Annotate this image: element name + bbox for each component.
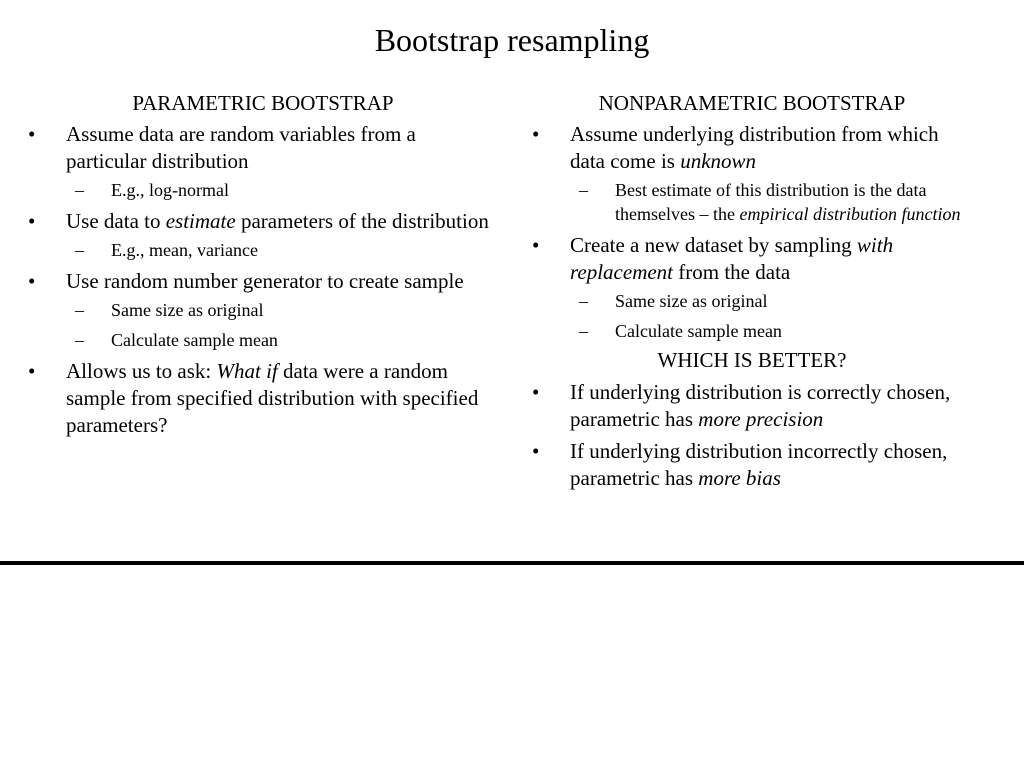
item-emphasis: more precision xyxy=(698,407,824,431)
dash-icon: – xyxy=(579,291,588,311)
list-item xyxy=(532,121,972,226)
parametric-column xyxy=(28,89,498,444)
nonparametric-list xyxy=(532,121,972,343)
nonparametric-column xyxy=(532,89,972,497)
bullet-icon: • xyxy=(28,209,36,233)
slide-title: Bootstrap resampling xyxy=(374,22,650,58)
nonparametric-heading: NONPARAMETRIC BOOTSTRAP xyxy=(598,91,906,115)
bullet-icon: • xyxy=(28,359,36,383)
list-item xyxy=(28,121,498,202)
sublist xyxy=(570,289,972,343)
sublist-item xyxy=(66,178,498,202)
item-emphasis: unknown xyxy=(680,149,757,173)
subitem-text: E.g., log-normal xyxy=(111,180,229,200)
sublist-item xyxy=(66,238,498,262)
comparison-list xyxy=(532,379,972,492)
subitem-text: Calculate sample mean xyxy=(615,321,782,341)
bullet-icon: • xyxy=(28,122,36,146)
dash-icon: – xyxy=(75,330,84,350)
sublist xyxy=(66,238,498,262)
list-item xyxy=(28,268,498,352)
subitem-text: Calculate sample mean xyxy=(111,330,278,350)
sublist-item xyxy=(570,289,972,313)
dash-icon: – xyxy=(579,180,588,200)
item-text: Allows us to ask: xyxy=(66,359,217,383)
item-text: Assume data are random variables from a particular distribution xyxy=(66,122,416,173)
sublist-item xyxy=(570,319,972,343)
item-text: parameters of the distribution xyxy=(235,209,489,233)
item-text: Create a new dataset by sampling xyxy=(570,233,857,257)
subitem-emphasis: empirical distribution function xyxy=(739,204,961,224)
item-emphasis: with replacement xyxy=(570,233,894,284)
item-text: from the data xyxy=(673,260,791,284)
slide-divider xyxy=(0,561,1024,565)
sublist xyxy=(570,178,972,226)
item-text: If underlying distribution incorrectly chosen, parametric has xyxy=(570,439,948,490)
item-emphasis: What if xyxy=(216,359,278,383)
sublist-item xyxy=(570,178,972,226)
subitem-text: Same size as original xyxy=(615,291,768,311)
item-text: Use random number generator to create sample xyxy=(66,269,464,293)
list-item xyxy=(532,232,972,343)
item-emphasis: estimate xyxy=(165,209,236,233)
dash-icon: – xyxy=(75,240,84,260)
dash-icon: – xyxy=(75,300,84,320)
bullet-icon: • xyxy=(532,439,540,463)
item-text: Use data to xyxy=(66,209,166,233)
parametric-list xyxy=(28,121,498,439)
sublist xyxy=(66,178,498,202)
subitem-text: E.g., mean, variance xyxy=(111,240,258,260)
bullet-icon: • xyxy=(532,233,540,257)
item-text: data were a random sample from specified distribution with specified parameters? xyxy=(66,359,479,437)
dash-icon: – xyxy=(579,321,588,341)
list-item xyxy=(28,358,498,439)
item-text: If underlying distribution is correctly chosen, parametric has xyxy=(570,380,951,431)
parametric-heading: PARAMETRIC BOOTSTRAP xyxy=(132,91,394,115)
list-item xyxy=(532,379,972,433)
list-item xyxy=(532,438,972,492)
bullet-icon: • xyxy=(532,380,540,404)
bullet-icon: • xyxy=(28,269,36,293)
subitem-text: Same size as original xyxy=(111,300,264,320)
comparison-heading: WHICH IS BETTER? xyxy=(657,348,847,372)
sublist-item xyxy=(66,328,498,352)
subitem-text: Best estimate of this distribution is the data themselves – the xyxy=(615,180,927,224)
item-text: Assume underlying distribution from which data come is xyxy=(570,122,939,173)
list-item xyxy=(28,208,498,262)
dash-icon: – xyxy=(75,180,84,200)
item-emphasis: more bias xyxy=(698,466,781,490)
sublist-item xyxy=(66,298,498,322)
bullet-icon: • xyxy=(532,122,540,146)
sublist xyxy=(66,298,498,352)
